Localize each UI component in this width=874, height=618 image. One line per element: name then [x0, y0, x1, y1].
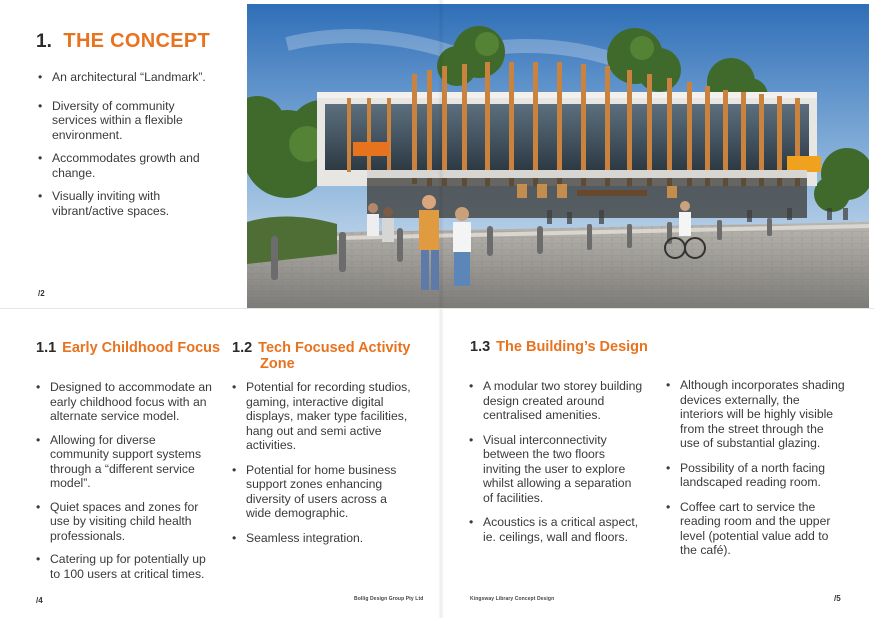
section-title: Early Childhood Focus	[62, 340, 221, 356]
section-number: 1.1	[36, 340, 57, 356]
footer-credit-left: Bollig Design Group Pty Ltd	[354, 596, 424, 602]
page-number-5: /5	[834, 594, 841, 603]
section-number: 1.3	[470, 339, 491, 355]
section-1-2-bullet-list	[232, 380, 412, 545]
list-item: • Diversity of community services within a flexible environment.	[38, 99, 216, 143]
section-1-3-bullet-list-left	[469, 379, 644, 544]
list-item: • Coffee cart to service the reading room and the upper level (potential value add to the café).	[666, 500, 846, 558]
section-1-1-bullet-list	[36, 380, 216, 581]
page-number-4: /4	[36, 596, 43, 605]
section-number: 1.2	[232, 340, 253, 356]
list-item: • Catering up for potentially up to 100 users at critical times.	[36, 552, 216, 581]
list-item: • A modular two storey building design created around centralised amenities.	[469, 379, 644, 423]
list-item: • Visually inviting with vibrant/active spaces.	[38, 189, 216, 218]
section-title: Tech Focused Activity	[258, 340, 411, 356]
page-divider	[0, 308, 874, 309]
list-item: • Accommodates growth and change.	[38, 151, 216, 180]
list-item: • Visual interconnectivity between the two floors inviting the user to explore whilst allowing a separation of facilities.	[469, 433, 644, 506]
footer-credit-right: Kingsway Library Concept Design	[470, 596, 555, 602]
page-number-2: /2	[38, 289, 45, 298]
list-item: • Potential for recording studios, gaming, interactive digital displays, maker type facilities, hang out and semi active activities.	[232, 380, 412, 453]
concept-bullet-list	[38, 70, 216, 218]
list-item: • Acoustics is a critical aspect, ie. ceilings, wall and floors.	[469, 515, 644, 544]
section-1-3-heading	[470, 339, 660, 355]
section-1-3-bullet-list-right	[666, 378, 846, 558]
concept-title: THE CONCEPT	[63, 30, 211, 52]
section-title: The Building’s Design	[496, 339, 648, 355]
section-1-1-heading	[36, 340, 226, 356]
building-render-image	[247, 4, 869, 308]
list-item: • Although incorporates shading devices externally, the interiors will be highly visible from the street through the use of substantial glazing.	[666, 378, 846, 451]
section-title-cont: Zone	[260, 356, 295, 372]
concept-number: 1.	[36, 31, 52, 52]
concept-heading	[36, 30, 210, 53]
building-render-svg	[247, 4, 869, 308]
page-gutter	[438, 0, 444, 618]
list-item: • Allowing for diverse community support systems through a “different service model”.	[36, 433, 216, 491]
list-item: • Possibility of a north facing landscaped reading room.	[666, 461, 846, 490]
list-item: • Seamless integration.	[232, 531, 412, 546]
list-item: • Quiet spaces and zones for use by visiting child health professionals.	[36, 500, 216, 544]
list-item: • Designed to accommodate an early childhood focus with an alternate service model.	[36, 380, 216, 424]
section-1-2-heading	[232, 340, 422, 372]
list-item: • An architectural “Landmark”.	[38, 70, 216, 85]
list-item: • Potential for home business support zones enhancing diversity of users across a wide demographic.	[232, 463, 412, 521]
